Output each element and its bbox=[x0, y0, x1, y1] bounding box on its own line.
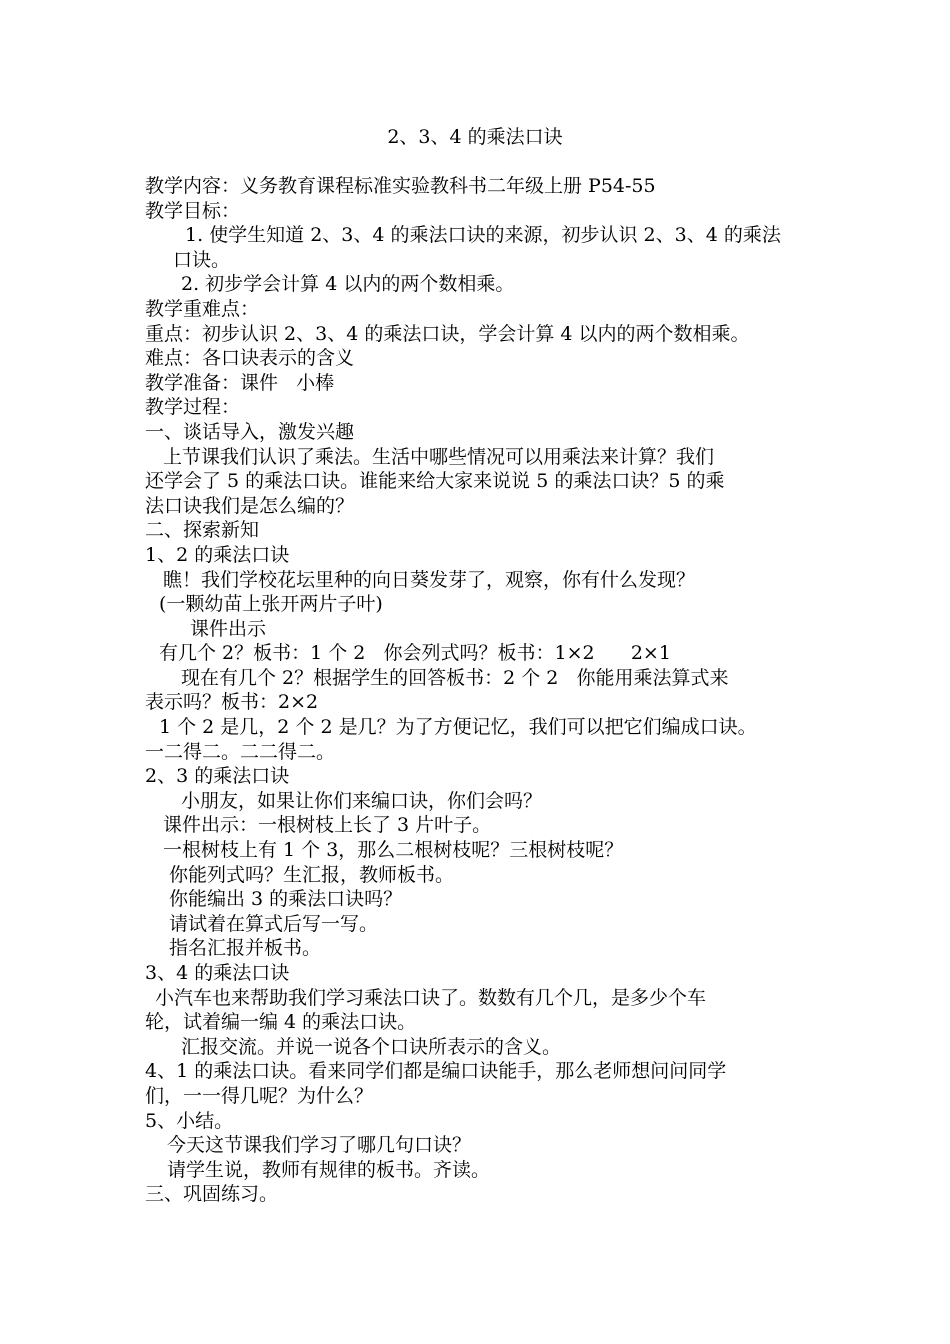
text-line: 小朋友，如果让你们来编口诀，你们会吗？ bbox=[181, 789, 543, 812]
subsection-heading: 1、2 的乘法口诀 bbox=[145, 543, 290, 566]
text-line: (一颗幼苗上张开两片子叶) bbox=[159, 593, 383, 616]
text-line: 教学内容：义务教育课程标准实验教科书二年级上册 P54-55 bbox=[145, 175, 656, 197]
text-line: 1 个 2 是几，2 个 2 是几？为了方便记忆，我们可以把它们编成口诀。 bbox=[159, 716, 757, 739]
text-line: 上节课我们认识了乘法。生活中哪些情况可以用乘法来计算？我们 bbox=[163, 445, 715, 468]
text-line: 教学准备：课件 小棒 bbox=[145, 371, 335, 394]
text-line: 教学目标： bbox=[145, 199, 241, 222]
subsection-heading: 3、4 的乘法口诀 bbox=[145, 962, 290, 984]
text-line: 表示吗？板书：2×2 bbox=[145, 691, 319, 714]
text-line: 瞧！我们学校花坛里种的向日葵发芽了，观察，你有什么发现？ bbox=[163, 568, 696, 591]
text-line: 轮，试着编一编 4 的乘法口诀。 bbox=[145, 1011, 417, 1034]
subsection-heading: 2、3 的乘法口诀 bbox=[145, 765, 290, 788]
document-title: 2、3、4 的乘法口诀 bbox=[387, 126, 563, 148]
text-line: 小汽车也来帮助我们学习乘法口诀了。数数有几个几，是多少个车 bbox=[155, 986, 707, 1009]
text-line: 你能编出 3 的乘法口诀吗？ bbox=[169, 888, 403, 911]
text-line: 一根树枝上有 1 个 3，那么二根树枝呢？三根树枝呢？ bbox=[163, 839, 624, 862]
text-line: 教学过程： bbox=[145, 396, 241, 419]
text-line: 课件出示 bbox=[190, 617, 267, 640]
text-line: 难点：各口诀表示的含义 bbox=[145, 347, 355, 370]
text-line: 现在有几个 2？根据学生的回答板书：2 个 2 你能用乘法算式来 bbox=[181, 666, 729, 689]
section-heading: 二、探索新知 bbox=[145, 519, 260, 542]
section-heading: 一、谈话导入，激发兴趣 bbox=[145, 420, 355, 443]
subsection-heading: 5、小结。 bbox=[145, 1109, 234, 1132]
text-line: 你能列式吗？生汇报，教师板书。 bbox=[169, 863, 455, 886]
text-line: 们，一一得几呢？为什么？ bbox=[145, 1084, 374, 1107]
text-line: 请试着在算式后写一写。 bbox=[169, 912, 379, 935]
section-heading: 三、巩固练习。 bbox=[145, 1183, 279, 1206]
text-line: 有几个 2？板书：1 个 2 你会列式吗？板书：1×2 2×1 bbox=[159, 642, 671, 665]
text-line: 一二得二。二二得二。 bbox=[145, 740, 336, 763]
text-line: 还学会了 5 的乘法口诀。谁能来给大家来说说 5 的乘法口诀？5 的乘 bbox=[145, 470, 725, 493]
text-line: 课件出示：一根树枝上长了 3 片叶子。 bbox=[163, 814, 492, 837]
text-line: 2. 初步学会计算 4 以内的两个数相乘。 bbox=[181, 273, 515, 296]
text-line: 法口诀我们是怎么编的？ bbox=[145, 494, 355, 517]
text-line: 教学重难点： bbox=[145, 297, 260, 320]
text-line: 1. 使学生知道 2、3、4 的乘法口诀的来源，初步认识 2、3、4 的乘法 bbox=[185, 224, 781, 247]
text-line: 重点：初步认识 2、3、4 的乘法口诀，学会计算 4 以内的两个数相乘。 bbox=[145, 322, 750, 345]
text-line: 今天这节课我们学习了哪几句口诀？ bbox=[167, 1134, 472, 1157]
text-line: 口诀。 bbox=[173, 248, 231, 271]
document-body bbox=[145, 174, 825, 1207]
text-line: 请学生说，教师有规律的板书。齐读。 bbox=[167, 1158, 491, 1181]
text-line: 汇报交流。并说一说各个口诀所表示的含义。 bbox=[181, 1035, 562, 1058]
text-line: 4、1 的乘法口诀。看来同学们都是编口诀能手，那么老师想问问同学 bbox=[145, 1060, 727, 1083]
text-line: 指名汇报并板书。 bbox=[169, 937, 322, 960]
